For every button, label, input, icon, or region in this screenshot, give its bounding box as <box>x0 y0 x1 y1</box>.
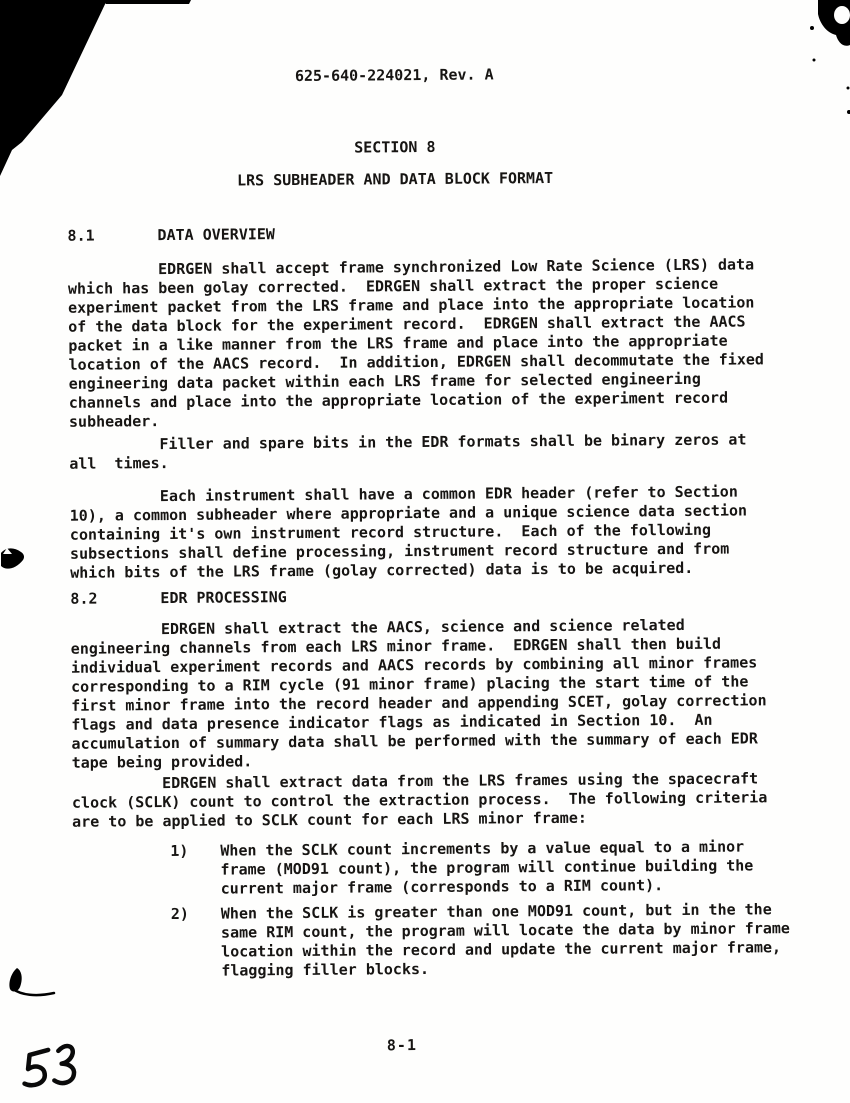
heading-8-1 <box>67 221 787 246</box>
paragraph-8-2-a: EDRGEN shall extract the AACS, science and science related engineering channels from each LRS minor frame. EDRGEN shall then build individual experiment records and AACS records by combining all minor frames corresponding to a RIM cycle (91 minor frame) placing the start time of the first minor frame into the record header and appending SCET, golay correction flags and data presence indicator flags as indicated in Section 10. An accumulation of summary data shall be performed with the summary of each EDR tape being provided. <box>70 615 767 772</box>
heading-8-1-title: DATA OVERVIEW <box>157 225 275 245</box>
section-heading: SECTION 8 <box>354 137 436 157</box>
list-item-2 <box>171 900 791 981</box>
doc-number: 625-640-224021, Rev. A <box>294 65 494 86</box>
paragraph-8-1-b: Filler and spare bits in the EDR formats shall be binary zeros at all times. <box>69 430 747 473</box>
list-item-1-marker: 1) <box>170 841 189 861</box>
paragraph-8-2-b: EDRGEN shall extract data from the LRS frames using the spacecraft clock (SCLK) count to control the extraction process. The following criteria are to be applied to SCLK count for each LRS minor frame: <box>71 769 768 831</box>
list-item-2-marker: 2) <box>170 904 189 924</box>
section-subheading: LRS SUBHEADER AND DATA BLOCK FORMAT <box>236 168 554 190</box>
list-item-2-text: When the SCLK is greater than one MOD91 count, but in the the same RIM count, the program will locate the data by minor frame location within the record and update the current major frame, flagging filler blocks. <box>220 900 791 980</box>
list-item-1-text: When the SCLK count increments by a value equal to a minor frame (MOD91 count), the program will continue building the current major frame (corresponds to a RIM count). <box>220 837 754 898</box>
heading-8-1-number: 8.1 <box>67 226 95 245</box>
paragraph-8-1-a: EDRGEN shall accept frame synchronized Low Rate Science (LRS) data which has been golay corrected. EDRGEN shall extract the proper science experiment packet from the LRS frame and place into the appropriate location of the data block for the experiment record. EDRGEN shall extract the AACS packet in a like manner from the LRS frame and place into the appropriate location of the AACS record. In addition, EDRGEN shall decommutate the fixed engineering data packet within each LRS frame for selected engineering channels and place into the appropriate location of the experiment record subheader. <box>67 255 764 431</box>
page-number: 8-1 <box>386 1036 418 1055</box>
heading-8-2-title: EDR PROCESSING <box>160 588 287 608</box>
list-item-1 <box>170 837 753 899</box>
heading-8-2-number: 8.2 <box>70 589 98 608</box>
heading-8-2 <box>70 584 790 609</box>
paragraph-8-1-c: Each instrument shall have a common EDR header (refer to Section 10), a common subheader where appropriate and a unique science data section containing it's own instrument record structure. Each of the following subsections shall define processing, instrument record structure and from which bits of the LRS frame (golay corrected) data is to be acquired. <box>69 482 748 582</box>
